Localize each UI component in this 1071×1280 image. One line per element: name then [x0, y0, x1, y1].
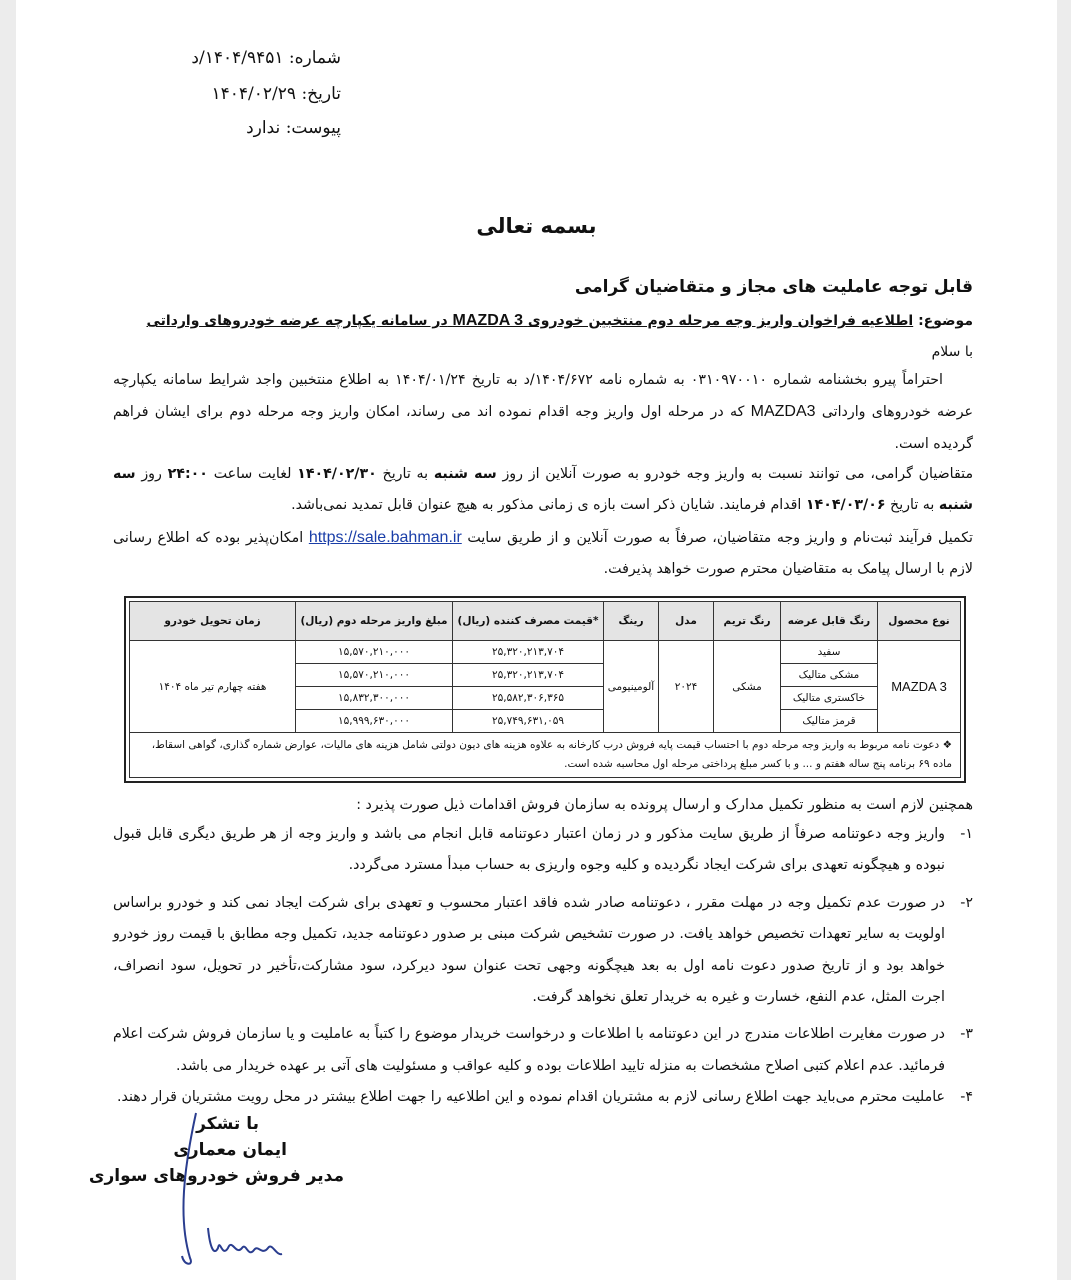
greeting: قابل توجه عاملیت های مجاز و متقاضیان گرامی: [574, 277, 973, 297]
color-cell: قرمز متالیک: [781, 710, 878, 733]
table-note-row: [130, 733, 961, 778]
list-item: ۴- عاملیت محترم می‌باید جهت اطلاع رسانی لازم به مشتریان اقدام نموده و این اطلاعیه را جهت اطلاع بیشتر در محل رویت مشتریان قرار دهند.: [116, 1089, 973, 1106]
table-row: [130, 641, 961, 664]
column-header: زمان تحویل خودرو: [130, 602, 296, 641]
bullet-icon: ❖: [942, 739, 952, 751]
salutation: با سلام: [931, 344, 973, 360]
column-header: رنگ تریم: [714, 602, 781, 641]
signature-position: مدیر فروش خودروهای سواری: [88, 1166, 344, 1186]
payment-cell: ۱۵,۵۷۰,۲۱۰,۰۰۰: [296, 664, 453, 687]
rim-cell: آلومینیومی: [604, 641, 659, 733]
model-cell: ۲۰۲۴: [659, 641, 714, 733]
price-cell: ۲۵,۷۴۹,۶۳۱,۰۵۹: [453, 710, 604, 733]
column-header: مبلغ واریز مرحله دوم (ریال): [296, 602, 453, 641]
price-cell: ۲۵,۳۲۰,۲۱۳,۷۰۴: [453, 664, 604, 687]
signature-thanks: با تشکر: [196, 1114, 259, 1134]
paragraph-1: احتراماً پیرو بخشنامه شماره ۰۳۱۰۹۷۰۰۱۰ به شماره نامه ۱۴۰۴/۶۷۲/د به تاریخ ۱۴۰۴/۰۱/۲۴ به اطلاع منتخبین واجد شرایط سامانه یکپارچه عرضه خودروهای وارداتی MAZDA3 که در مرحله اول واریز وجه اقدام نموده اند می رساند، امکان واریز وجه مرحله دوم برای ایشان فراهم گردیده است.: [113, 372, 974, 452]
payment-cell: ۱۵,۹۹۹,۶۳۰,۰۰۰: [296, 710, 453, 733]
payment-cell: ۱۵,۵۷۰,۲۱۰,۰۰۰: [296, 641, 453, 664]
left-page-edge: [0, 0, 16, 1280]
letter-page: [16, 0, 1057, 1280]
column-header: نوع محصول: [878, 602, 961, 641]
column-header: مدل: [659, 602, 714, 641]
handwritten-signature: [156, 1108, 306, 1268]
subject-line: موضوع: اطلاعیه فراخوان واریز وجه مرحله دوم منتخبین خودروی MAZDA 3 در سامانه یکپارچه عرضه خودروهای وارداتی: [146, 312, 973, 329]
product-cell: MAZDA 3: [878, 641, 961, 733]
paragraph-2: متقاضیان گرامی، می توانند نسبت به واریز وجه خودرو به صورت آنلاین از روز سه شنبه به تاریخ ۱۴۰۴/۰۲/۳۰ لغایت ساعت ۲۴:۰۰ روز سه شنبه به تاریخ ۱۴۰۴/۰۳/۰۶ اقدام فرمایند. شایان ذکر است بازه ی زمانی مذکور به هیچ عنوان قابل تمدید نمی‌باشد.: [113, 466, 974, 514]
signature-name: ایمان معماری: [173, 1140, 287, 1160]
color-cell: خاکستری متالیک: [781, 687, 878, 710]
table-note: ❖ دعوت نامه مربوط به واریز وجه مرحله دوم با احتساب قیمت پایه فروش درب کارخانه به علاوه هزینه های دیون دولتی شامل هزینه های مالیات، عوارض شماره گذاری، گواهی اسقاط، ماده ۶۹ برنامه پنج ساله هفتم و ... و با کسر مبلغ پرداختی مرحله اول محاسبه شده است.: [130, 733, 961, 778]
list-item: ۳- در صورت مغایرت اطلاعات مندرج در این دعوتنامه با اطلاعات و درخواست خریدار موضوع را کتباً به عاملیت و یا سازمان فروش شرکت اعلام فرمائید. عدم اعلام کتبی اصلاح مشخصات به منزله تایید اطلاعات بوده و کلیه عواقب و مسئولیت های آتی بر عهده خریدار می باشد.: [113, 1026, 973, 1074]
letter-date: تاریخ: ۱۴۰۴/۰۲/۲۹: [211, 84, 341, 104]
color-cell: مشکی متالیک: [781, 664, 878, 687]
page-title: بسمه تعالی: [476, 214, 597, 238]
payment-cell: ۱۵,۸۳۲,۳۰۰,۰۰۰: [296, 687, 453, 710]
trim-cell: مشکی: [714, 641, 781, 733]
column-header: *قیمت مصرف کننده (ریال): [453, 602, 604, 641]
price-cell: ۲۵,۳۲۰,۲۱۳,۷۰۴: [453, 641, 604, 664]
website-link[interactable]: https://sale.bahman.ir: [308, 529, 462, 546]
column-header: رنگ قابل عرضه: [781, 602, 878, 641]
price-table: [124, 596, 966, 783]
color-cell: سفید: [781, 641, 878, 664]
list-intro: همچنین لازم است به منظور تکمیل مدارک و ارسال پرونده به سازمان فروش اقدامات ذیل صورت پذیرد :: [356, 797, 973, 813]
right-page-edge: [1057, 0, 1071, 1280]
list-item: ۱- واریز وجه دعوتنامه صرفاً از طریق سایت مذکور و در زمان اعتبار دعوتنامه قابل انجام می باشد و واریز وجه از هر طریق دیگری قابل قبول نبوده و هیچگونه تعهدی برای شرکت ایجاد نگردیده و کلیه وجوه واریزی به حساب مبدأ مسترد می‌گردد.: [113, 826, 973, 874]
price-cell: ۲۵,۵۸۲,۳۰۶,۳۶۵: [453, 687, 604, 710]
delivery-cell: هفته چهارم تیر ماه ۱۴۰۴: [130, 641, 296, 733]
letter-attachment: پیوست: ندارد: [246, 118, 341, 138]
letter-number: شماره: ۱۴۰۴/۹۴۵۱/د: [191, 48, 341, 68]
paragraph-3: تکمیل فرآیند ثبت‌نام و واریز وجه متقاضیان، صرفاً به صورت آنلاین و از طریق سایت https://sale.bahman.ir امکان‌پذیر بوده که اطلاع رسانی لازم با ارسال پیامک به متقاضیان محترم صورت خواهد پذیرفت.: [113, 529, 973, 578]
list-item: ۲- در صورت عدم تکمیل وجه در مهلت مقرر ، دعوتنامه صادر شده فاقد اعتبار محسوب و تعهدی برای شرکت ایجاد نمی کند و خودرو براساس اولویت به سایر تعهدات تخصیص خواهد یافت. در صورت تشخیص شرکت مبنی بر صدور دعوتنامه جدید، تکمیل وجه مطابق با قیمت روز خودرو خواهد بود و از تاریخ صدور دعوت نامه اول به بعد هیچگونه وجهی تحت عنوان سود دیرکرد، سود مشارکت،تأخیر در تحویل، سود انصراف، اجرت المثل، عدم النفع، خسارت و غیره به خریدار تعلق نخواهد گرفت.: [113, 894, 973, 1006]
column-header: رینگ: [604, 602, 659, 641]
requirements-list: [113, 819, 973, 1114]
table-header-row: [130, 602, 961, 641]
